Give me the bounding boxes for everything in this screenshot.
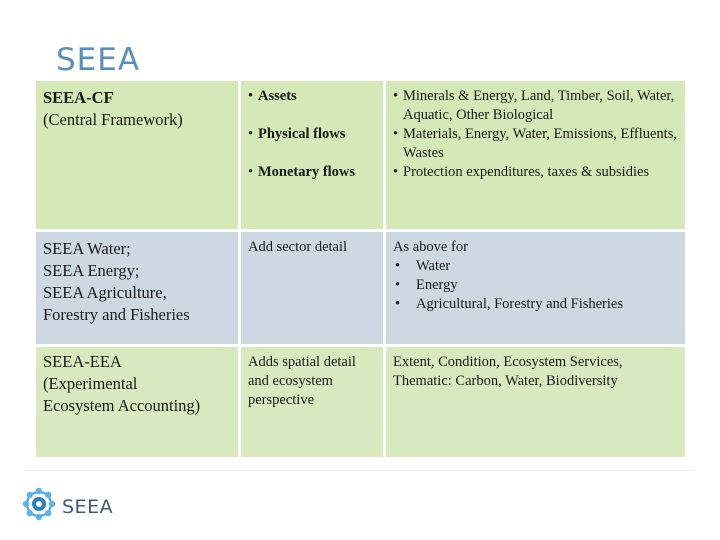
slide-title: SEEA xyxy=(56,42,141,78)
row-eea-name-line1: SEEA-EEA xyxy=(43,352,122,371)
footer-divider xyxy=(24,470,694,471)
row-sector-name xyxy=(36,232,238,344)
list-item: • Water xyxy=(395,258,451,274)
row-sector-name-line4: Forestry and Fisheries xyxy=(43,305,190,324)
list-item: • Physical flows xyxy=(248,126,346,142)
row-sector-name-line2: SEEA Energy; xyxy=(43,261,140,280)
row-sector-content: As above for • Water • Energy • Agricultural, Forestry and Fisheries xyxy=(386,232,685,344)
row-sector-detail: Add sector detail xyxy=(241,232,383,344)
seea-logo xyxy=(22,487,113,526)
row-cf-name-line1: SEEA-CF xyxy=(43,88,114,107)
list-item: • Minerals & Energy, Land, Timber, Soil, Water, Aquatic, Other Biological xyxy=(393,88,675,123)
row-eea-name xyxy=(36,347,238,457)
list-item: • Monetary flows xyxy=(248,164,356,180)
row-eea-detail: Adds spatial detail and ecosystem perspective xyxy=(241,347,383,457)
list-item: • Energy xyxy=(395,277,458,293)
row-cf-name xyxy=(36,81,238,229)
list-item: • Protection expenditures, taxes & subsidies xyxy=(393,164,650,180)
seea-table xyxy=(36,81,685,457)
row-sector-name-line3: SEEA Agriculture, xyxy=(43,283,167,302)
seea-logo-icon xyxy=(22,487,56,526)
row-eea-content: Extent, Condition, Ecosystem Services, Thematic: Carbon, Water, Biodiversity xyxy=(386,347,685,457)
list-item: • Agricultural, Forestry and Fisheries xyxy=(395,296,623,312)
row-sector-name-line1: SEEA Water; xyxy=(43,239,131,258)
list-item: • Assets xyxy=(248,88,297,104)
row-cf-content xyxy=(386,81,685,229)
list-item: • Materials, Energy, Water, Emissions, Effluents, Wastes xyxy=(393,126,677,161)
row-cf-name-line2: (Central Framework) xyxy=(43,110,183,129)
row-cf-detail xyxy=(241,81,383,229)
row-eea-name-line3: Ecosystem Accounting) xyxy=(43,396,201,415)
row-eea-name-line2: (Experimental xyxy=(43,374,138,393)
seea-logo-text: SEEA xyxy=(62,495,114,518)
